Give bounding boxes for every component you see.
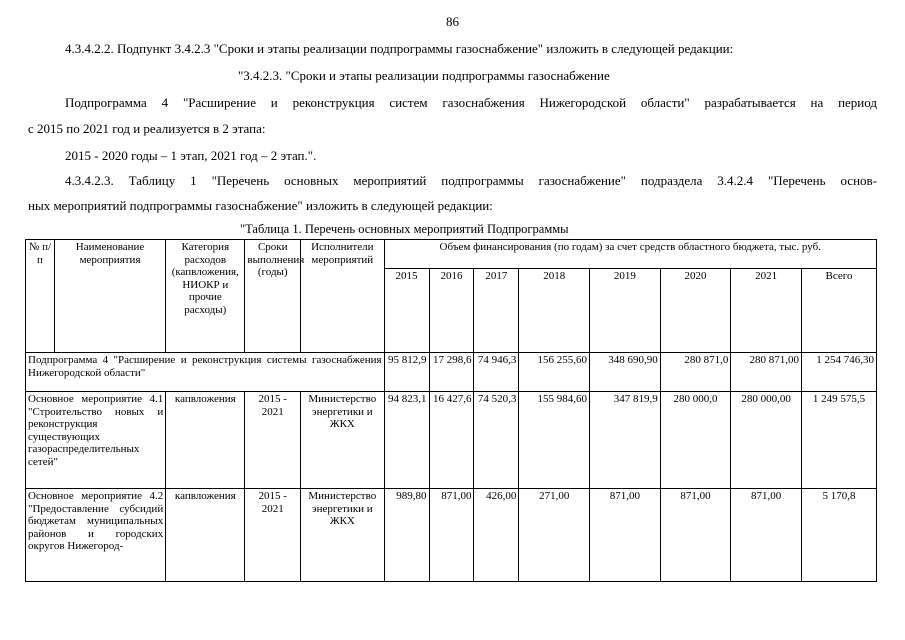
value-cell: 16 427,6 — [429, 392, 474, 489]
value-cell: 1 254 746,30 — [801, 353, 876, 392]
value-cell: 156 255,60 — [519, 353, 590, 392]
header-year-2021: 2021 — [731, 269, 802, 353]
table-row-measure-4-2 — [26, 489, 877, 582]
header-year-2018: 2018 — [519, 269, 590, 353]
paragraph-heading-3-4-2-3: "3.4.2.3. "Сроки и этапы реализации подпрограммы газоснабжение — [238, 68, 610, 83]
value-cell: 94 823,1 — [384, 392, 429, 489]
header-year-2017: 2017 — [474, 269, 519, 353]
measure-category: капвложения — [166, 392, 245, 489]
value-cell: 1 249 575,5 — [801, 392, 876, 489]
value-cell: 74 946,3 — [474, 353, 519, 392]
header-financing: Объем финансирования (по годам) за счет средств областного бюджета, тыс. руб. — [384, 240, 876, 269]
value-cell: 871,00 — [660, 489, 731, 582]
subprogram-label: Подпрограмма 4 "Расширение и реконструкция системы газоснабжения Нижегородской области" — [26, 353, 385, 392]
header-year-2015: 2015 — [384, 269, 429, 353]
value-cell: 17 298,6 — [429, 353, 474, 392]
header-year-2016: 2016 — [429, 269, 474, 353]
measure-name: Основное мероприятие 4.1 "Строительство новых и реконструкция существующих газораспределительных сетей" — [26, 392, 166, 489]
header-terms: Сроки выполнения (годы) — [245, 240, 301, 353]
value-cell: 347 819,9 — [590, 392, 661, 489]
measure-terms: 2015 - 2021 — [245, 489, 301, 582]
measure-executor: Министерство энергетики и ЖКХ — [301, 392, 384, 489]
measure-category: капвложения — [166, 489, 245, 582]
header-name: Наименование мероприятия — [54, 240, 165, 353]
measure-executor: Министерство энергетики и ЖКХ — [301, 489, 384, 582]
measure-terms: 2015 - 2021 — [245, 392, 301, 489]
value-cell: 871,00 — [731, 489, 802, 582]
paragraph-4-3-4-2-2: 4.3.4.2.2. Подпункт 3.4.2.3 "Сроки и этапы реализации подпрограммы газоснабжение" изложить в следующей редакции: — [65, 41, 734, 56]
header-year-2020: 2020 — [660, 269, 731, 353]
page-number: 86 — [446, 14, 459, 29]
value-cell: 280 871,00 — [731, 353, 802, 392]
measure-name: Основное мероприятие 4.2 "Предоставление субсидий бюджетам муниципальных районов и городских округов Нижегород- — [26, 489, 166, 582]
value-cell: 348 690,90 — [590, 353, 661, 392]
value-cell: 95 812,9 — [384, 353, 429, 392]
paragraph-4-3-4-2-3-line-2: ных мероприятий подпрограммы газоснабжение" изложить в следующей редакции: — [28, 198, 493, 213]
value-cell: 871,00 — [590, 489, 661, 582]
measures-table — [25, 239, 877, 582]
header-executors: Исполнители мероприятий — [301, 240, 384, 353]
table-row-measure-4-1 — [26, 392, 877, 489]
value-cell: 426,00 — [474, 489, 519, 582]
header-total: Всего — [801, 269, 876, 353]
header-category: Категория расходов (капвложения, НИОКР и прочие расходы) — [166, 240, 245, 353]
table-header-row — [26, 240, 877, 269]
header-num: № п/п — [26, 240, 55, 353]
paragraph-subprogram-line-2: с 2015 по 2021 год и реализуется в 2 этапа: — [28, 121, 266, 136]
table-caption: "Таблица 1. Перечень основных мероприятий Подпрограммы — [240, 222, 569, 236]
value-cell: 271,00 — [519, 489, 590, 582]
value-cell: 989,80 — [384, 489, 429, 582]
value-cell: 280 000,00 — [731, 392, 802, 489]
paragraph-stages: 2015 - 2020 годы – 1 этап, 2021 год – 2 этап.". — [65, 148, 317, 163]
value-cell: 280 871,0 — [660, 353, 731, 392]
table-row-subprogram — [26, 353, 877, 392]
paragraph-4-3-4-2-3-line-1: 4.3.4.2.3. Таблицу 1 "Перечень основных мероприятий подпрограммы газоснабжение" подраздела 3.4.2.4 "Перечень основ- — [65, 173, 877, 188]
paragraph-subprogram-line-1: Подпрограмма 4 "Расширение и реконструкция систем газоснабжения Нижегородской области" разрабатывается на период — [65, 95, 877, 110]
value-cell: 5 170,8 — [801, 489, 876, 582]
value-cell: 155 984,60 — [519, 392, 590, 489]
value-cell: 871,00 — [429, 489, 474, 582]
header-year-2019: 2019 — [590, 269, 661, 353]
value-cell: 280 000,0 — [660, 392, 731, 489]
value-cell: 74 520,3 — [474, 392, 519, 489]
